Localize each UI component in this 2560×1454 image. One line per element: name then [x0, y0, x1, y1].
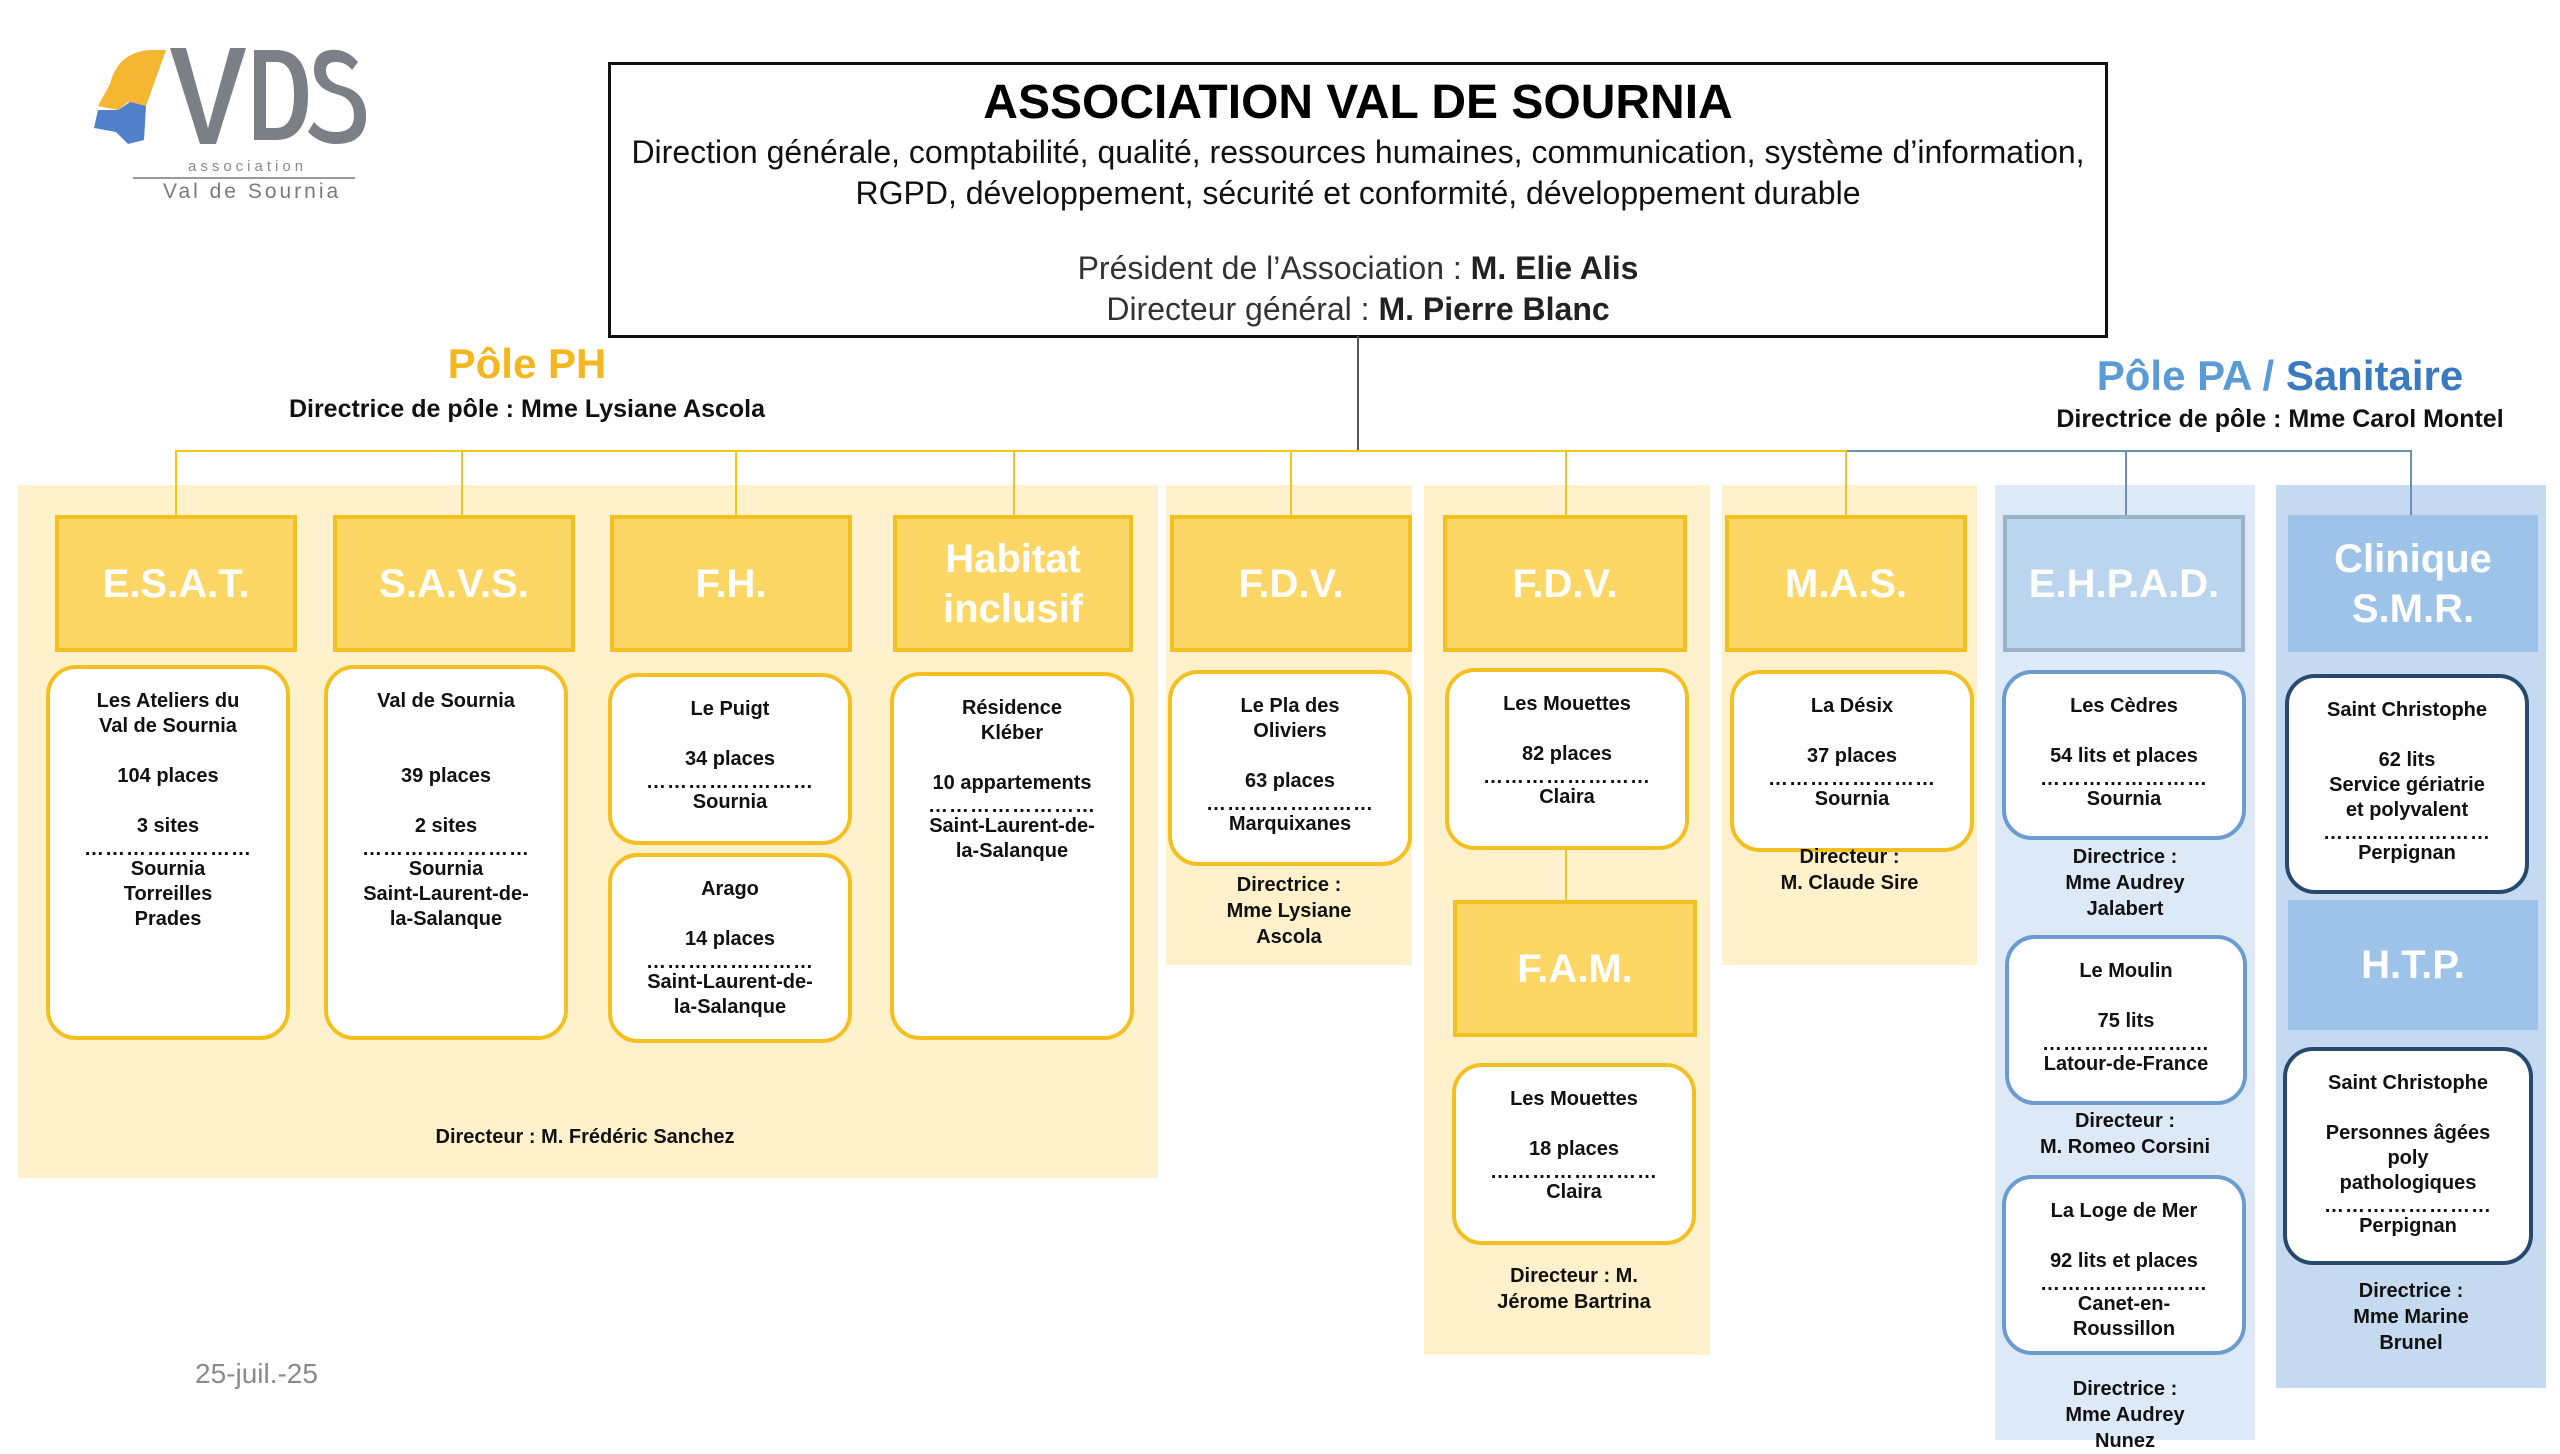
card-detail: pathologiques [2339, 1172, 2477, 1194]
card-divider: …………………… [84, 838, 252, 860]
director-general-name: M. Pierre Blanc [1378, 291, 1610, 327]
president-name: M. Elie Alis [1470, 250, 1639, 286]
fam-director [1424, 1263, 1724, 1315]
card-capacity: 18 places [1528, 1138, 1620, 1160]
pole-ph-title: Pôle PH [447, 340, 607, 387]
connector-mas [1845, 450, 1847, 515]
pole-pa-title [2030, 352, 2530, 400]
mas-director [1722, 844, 1977, 896]
card-detail: Personnes âgées [2325, 1122, 2491, 1144]
director-title: Directrice : [2072, 846, 2178, 868]
connector-habitat [1013, 450, 1015, 515]
card-esat-ateliers [46, 665, 290, 1040]
card-detail: Service gériatrie [2329, 774, 2485, 796]
director-title: Directeur : [2074, 1110, 2176, 1132]
unit-habitat-inclusif [893, 515, 1133, 652]
card-habitat-kleber [890, 672, 1134, 1040]
connector-fdv1 [1290, 450, 1292, 515]
card-divider: …………………… [1483, 766, 1651, 788]
card-capacity: 92 lits et places [2050, 1250, 2198, 1272]
card-divider: …………………… [2323, 822, 2491, 844]
director-name: Mme Audrey [2065, 1404, 2185, 1426]
association-header-box [608, 62, 2108, 338]
card-capacity: 34 places [684, 748, 776, 770]
card-name: Kléber [980, 722, 1044, 744]
unit-fdv2-label: F.D.V. [1512, 561, 1618, 606]
unit-fdv2 [1443, 515, 1687, 652]
card-divider: …………………… [2040, 768, 2208, 790]
association-description-line2: RGPD, développement, sécurité et conformité, développement durable [855, 175, 1861, 211]
unit-mas [1725, 515, 1967, 652]
card-clinique-saint-christophe [2285, 674, 2529, 894]
director-name: Brunel [2379, 1332, 2443, 1354]
logo-association-text: association [188, 158, 308, 175]
card-divider: …………………… [1490, 1161, 1658, 1183]
director-name: Mme Lysiane [1226, 900, 1352, 922]
unit-fam [1453, 900, 1697, 1037]
pole-ph-subtitle: Directrice de pôle : Mme Lysiane Ascola [288, 395, 766, 423]
card-divider: …………………… [928, 795, 1096, 817]
unit-habitat-label2: inclusif [942, 586, 1084, 631]
connector-fam [1565, 850, 1567, 900]
director-name: Jalabert [2086, 898, 2164, 920]
pole-pa-subtitle: Directrice de pôle : Mme Carol Montel [2056, 405, 2504, 433]
card-location: Saint-Laurent-de- [363, 883, 529, 905]
unit-htp-label: H.T.P. [2361, 943, 2465, 987]
unit-savs [333, 515, 575, 652]
connector-fdv2 [1565, 450, 1567, 515]
unit-ehpad-label: E.H.P.A.D. [2028, 561, 2220, 606]
card-mas-la-desix [1730, 670, 1974, 852]
connector-fh [735, 450, 737, 515]
card-location: Sournia [408, 858, 484, 880]
card-capacity: 75 lits [2097, 1010, 2155, 1032]
card-detail: poly [2387, 1147, 2429, 1169]
card-fdv2-les-mouettes [1445, 668, 1689, 850]
card-divider: …………………… [2042, 1033, 2210, 1055]
card-name: Val de Sournia [99, 715, 237, 737]
ehpad-cedres-director [1995, 844, 2255, 922]
card-name: Oliviers [1253, 720, 1327, 742]
htp-director [2276, 1278, 2546, 1356]
card-name: La Désix [1810, 695, 1894, 717]
unit-mas-label: M.A.S. [1784, 561, 1908, 606]
document-date: 25-juil.-25 [195, 1358, 318, 1389]
director-title: Directeur : [1799, 846, 1900, 868]
director-name: Mme Audrey [2065, 872, 2185, 894]
card-htp-saint-christophe [2283, 1047, 2533, 1265]
director-name: Jérome Bartrina [1497, 1291, 1651, 1313]
card-divider: …………………… [1206, 793, 1374, 815]
card-capacity: 104 places [117, 765, 219, 787]
card-detail: et polyvalent [2345, 799, 2469, 821]
fdv1-director [1166, 872, 1412, 950]
vds-logo [88, 44, 368, 204]
card-location: Sournia [1814, 788, 1890, 810]
unit-savs-label: S.A.V.S. [379, 561, 529, 606]
connector-pa-bar [1845, 450, 2411, 452]
card-location: Perpignan [2359, 1215, 2457, 1237]
card-location: Claira [1546, 1181, 1602, 1203]
connector-esat [175, 450, 177, 515]
director-name: Ascola [1256, 926, 1322, 948]
association-description-line1: Direction générale, comptabilité, qualité, ressources humaines, communication, système d’information, [631, 134, 2085, 170]
connector-ehpad [2125, 450, 2127, 515]
connector-clinique [2410, 450, 2412, 515]
card-divider: …………………… [646, 771, 814, 793]
card-location: Claira [1539, 786, 1595, 808]
card-name: Le Puigt [690, 698, 770, 720]
card-divider: …………………… [2324, 1195, 2492, 1217]
card-divider: …………………… [362, 838, 530, 860]
card-ehpad-les-cedres [2002, 670, 2246, 840]
card-capacity: 39 places [400, 765, 492, 787]
unit-fh-label: F.H. [695, 561, 767, 606]
card-divider: …………………… [646, 951, 814, 973]
card-location: la-Salanque [389, 908, 503, 930]
card-name: Les Ateliers du [96, 690, 240, 712]
association-title: ASSOCIATION VAL DE SOURNIA [983, 76, 1733, 129]
card-location: Perpignan [2358, 842, 2456, 864]
card-divider: …………………… [2040, 1273, 2208, 1295]
card-capacity: 54 lits et places [2050, 745, 2198, 767]
pole-pa-title-part2: Sanitaire [2285, 352, 2464, 399]
card-divider: …………………… [1768, 768, 1936, 790]
card-location: la-Salanque [673, 996, 787, 1018]
unit-ehpad [2003, 515, 2245, 652]
unit-fh [610, 515, 852, 652]
director-name: M. Romeo Corsini [2039, 1136, 2210, 1158]
unit-fam-label: F.A.M. [1517, 946, 1633, 991]
card-name: Les Cèdres [2070, 695, 2178, 717]
card-name: Résidence [961, 697, 1063, 719]
card-capacity: 14 places [684, 928, 776, 950]
card-ehpad-le-moulin [2005, 935, 2247, 1105]
unit-clinique-smr [2288, 515, 2538, 652]
connector-ph-bar [175, 450, 1847, 452]
ehpad-moulin-director [1995, 1108, 2255, 1160]
card-name: Saint Christophe [2326, 699, 2487, 721]
connector-root [1357, 336, 1359, 452]
card-fh-le-puigt [608, 673, 852, 845]
card-location: Torreilles [123, 883, 213, 905]
logo-divider [133, 177, 355, 179]
card-fdv1-pla-des-oliviers [1168, 670, 1412, 866]
pole-ph-director: Directeur : M. Frédéric Sanchez [435, 1126, 735, 1148]
card-fh-arago [608, 853, 852, 1043]
director-title: Directrice : [1236, 874, 1342, 896]
unit-fdv1 [1170, 515, 1412, 652]
card-capacity: 37 places [1806, 745, 1898, 767]
card-capacity: 62 lits [2378, 749, 2436, 771]
card-fam-les-mouettes [1452, 1063, 1696, 1245]
card-ehpad-la-loge-de-mer [2002, 1175, 2246, 1355]
card-location: Latour-de-France [2043, 1053, 2209, 1075]
ehpad-loge-director [1995, 1376, 2255, 1452]
director-general-label: Directeur général : [1106, 291, 1379, 327]
unit-esat-label: E.S.A.T. [102, 561, 250, 606]
card-location: Canet-en- [2077, 1293, 2171, 1315]
unit-habitat-label1: Habitat [945, 536, 1081, 581]
card-location: Sournia [692, 791, 768, 813]
director-name: M. Claude Sire [1780, 872, 1919, 894]
vds-logo-mark [88, 44, 368, 159]
card-location: Marquixanes [1228, 813, 1352, 835]
card-location: la-Salanque [955, 840, 1069, 862]
card-capacity: 10 appartements [932, 772, 1092, 794]
card-name: La Loge de Mer [2050, 1200, 2198, 1222]
unit-fdv1-label: F.D.V. [1238, 561, 1344, 606]
card-savs-val-de-sournia [324, 665, 568, 1040]
unit-htp [2288, 900, 2538, 1030]
unit-esat [55, 515, 297, 652]
card-location: Sournia [2086, 788, 2162, 810]
card-name: Arago [701, 878, 759, 900]
card-sites: 2 sites [414, 815, 478, 837]
card-sites: 3 sites [136, 815, 200, 837]
director-general-line [611, 290, 2105, 329]
card-name: Les Mouettes [1503, 693, 1631, 715]
director-name: Mme Marine [2353, 1306, 2469, 1328]
card-location: Sournia [130, 858, 206, 880]
card-capacity: 82 places [1521, 743, 1613, 765]
card-name: Le Pla des [1240, 695, 1340, 717]
card-name: Les Mouettes [1510, 1088, 1638, 1110]
director-name: Nunez [2095, 1430, 2155, 1452]
pole-pa-title-part1: Pôle PA / [2096, 352, 2286, 399]
director-title: Directrice : [2072, 1378, 2178, 1400]
president-line [611, 249, 2105, 288]
unit-clinique-label1: Clinique [2334, 536, 2492, 581]
card-name: Saint Christophe [2327, 1072, 2488, 1094]
unit-clinique-label2: S.M.R. [2351, 586, 2475, 631]
director-title: Directeur : M. [1510, 1265, 1638, 1287]
card-location: Roussillon [2072, 1318, 2176, 1340]
card-name: Val de Sournia [377, 690, 515, 712]
card-capacity: 63 places [1244, 770, 1336, 792]
card-location: Saint-Laurent-de- [647, 971, 813, 993]
director-title: Directrice : [2358, 1280, 2464, 1302]
card-location: Saint-Laurent-de- [929, 815, 1095, 837]
card-name: Le Moulin [2079, 960, 2173, 982]
president-label: Président de l’Association : [1077, 250, 1471, 286]
logo-name-text: Val de Sournia [163, 180, 342, 203]
card-location: Prades [134, 908, 202, 930]
connector-savs [461, 450, 463, 515]
